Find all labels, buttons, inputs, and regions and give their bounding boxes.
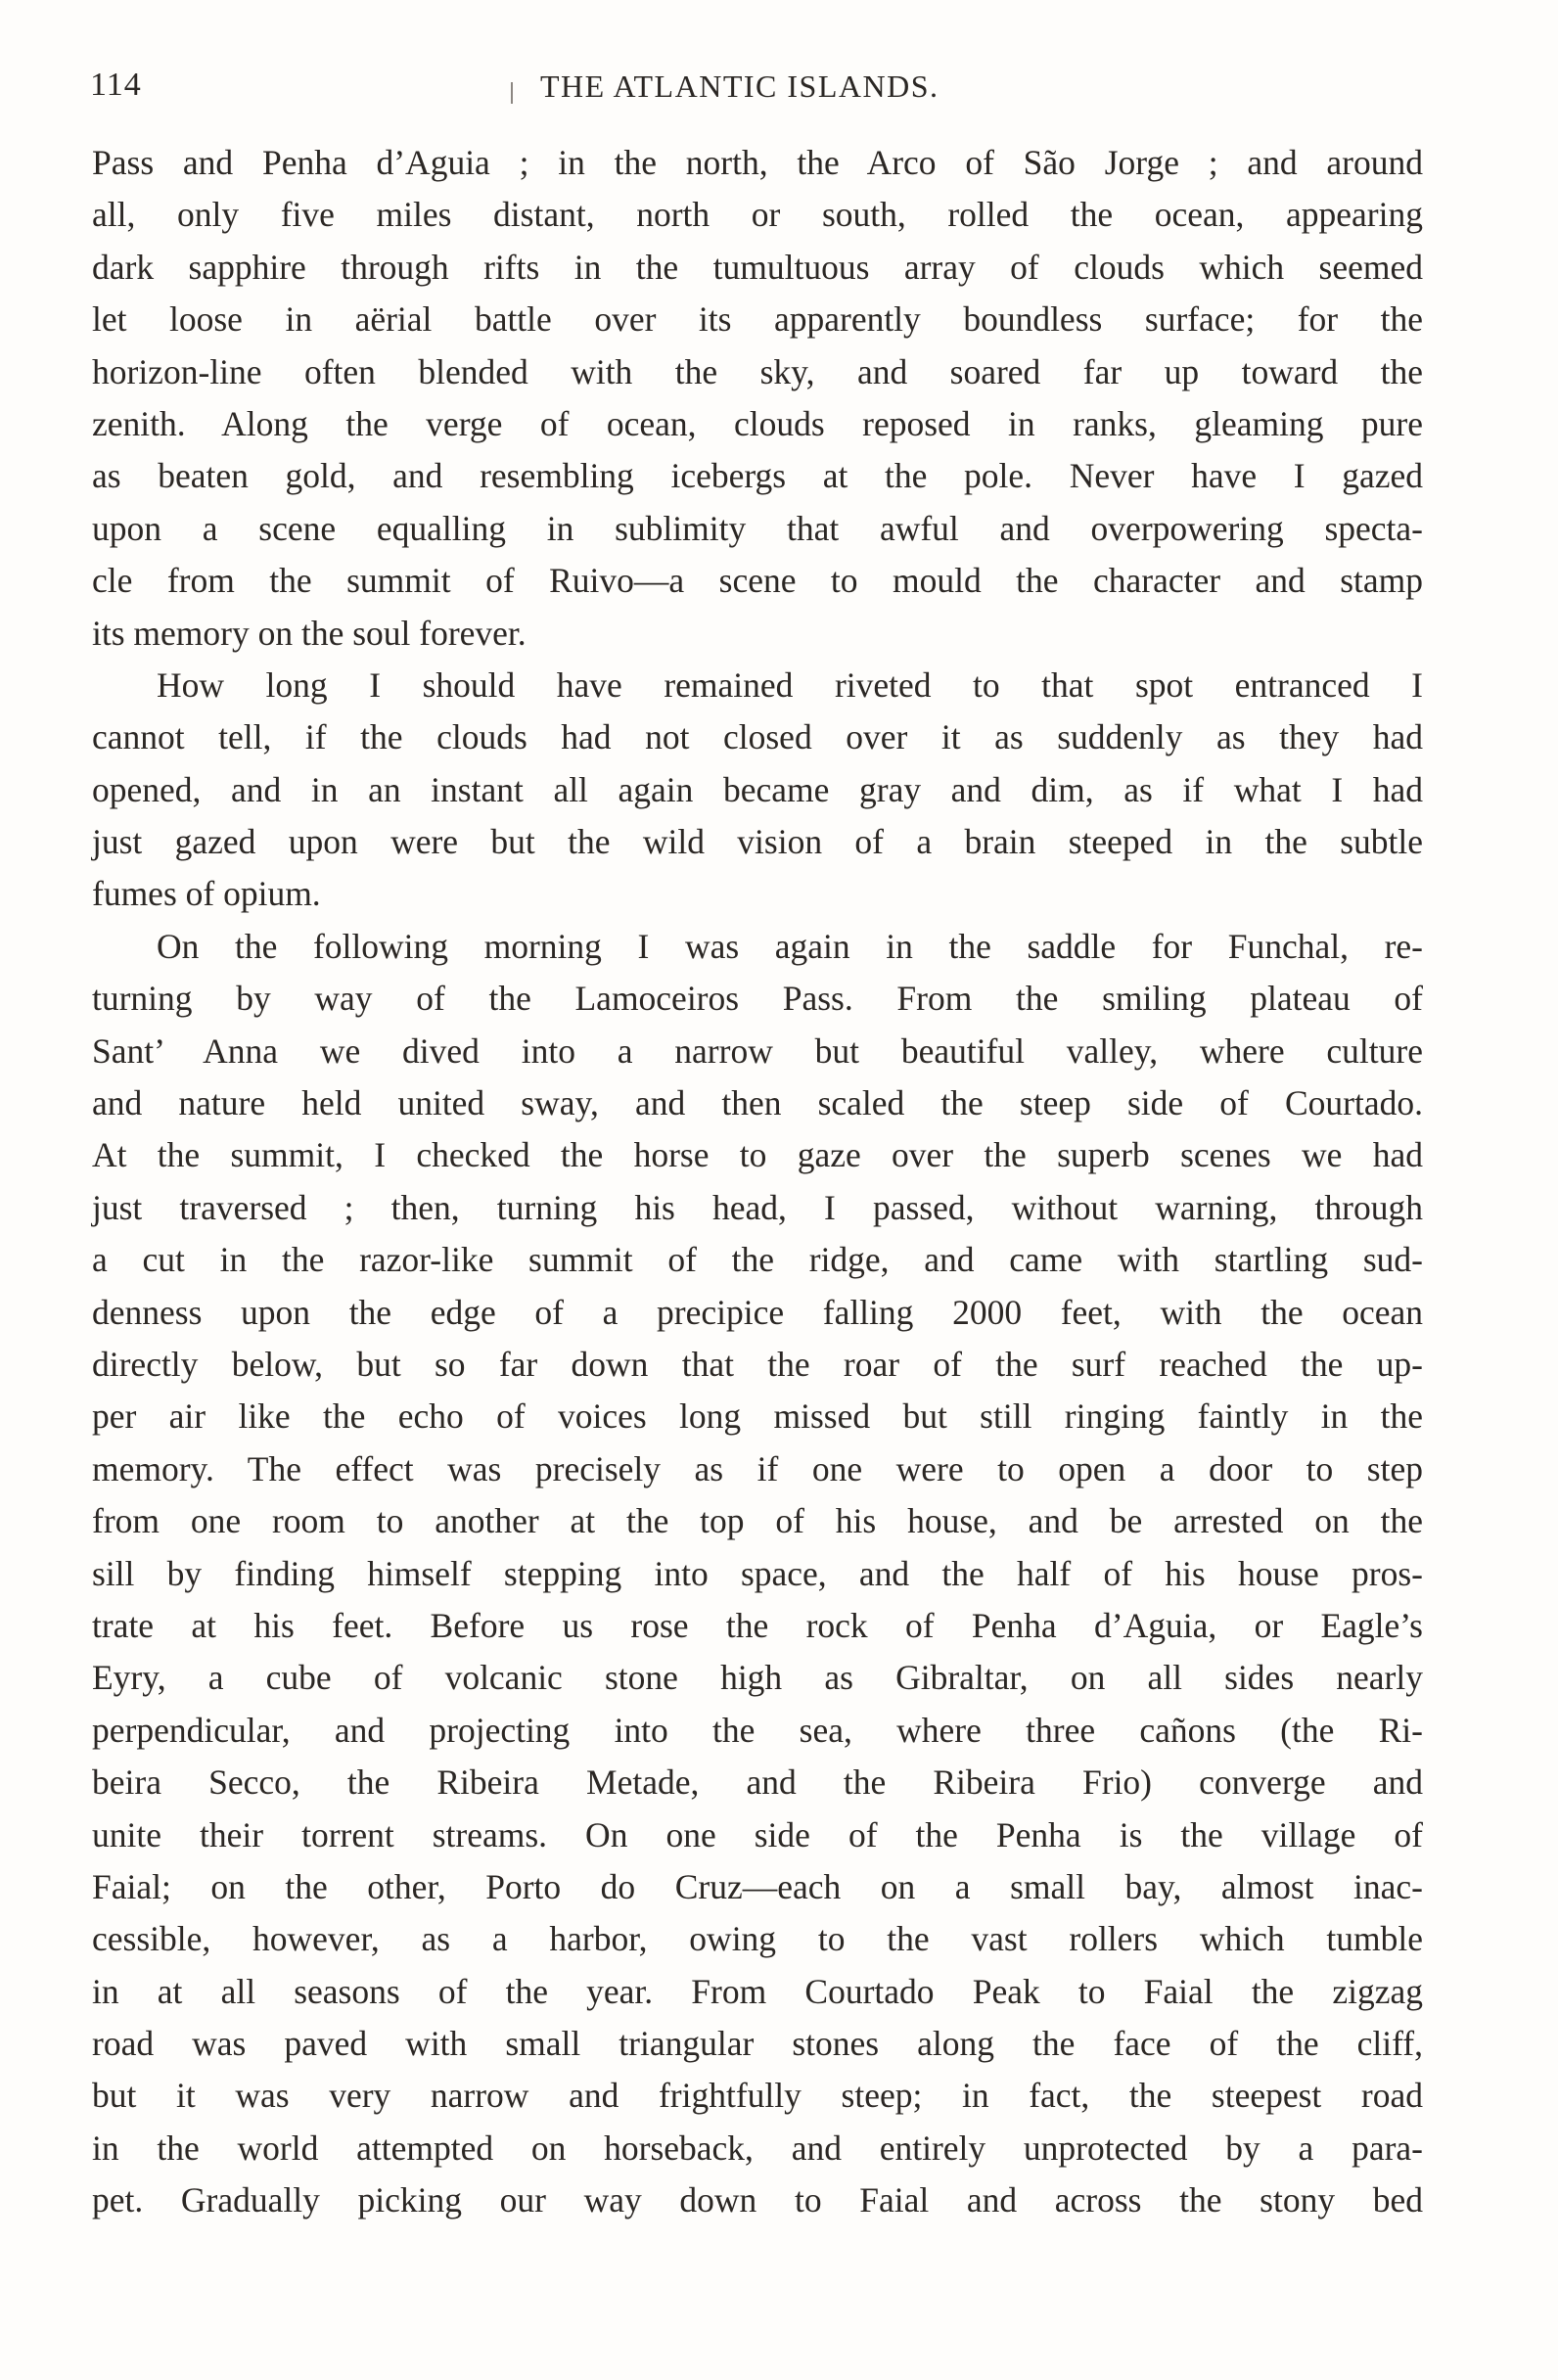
- text-line: Faial; on the other, Porto do Cruz—each on a small bay, almost inac-: [92, 1866, 1423, 1906]
- text-line: trate at his feet. Before us rose the rock of Penha d’Aguia, or Eagle’s: [92, 1605, 1423, 1645]
- text-line: dark sapphire through rifts in the tumultuous array of clouds which seemed: [92, 247, 1423, 287]
- paragraph-end-line: fumes of opium.: [92, 874, 321, 914]
- text-line: pet. Gradually picking our way down to Faial and across the stony bed: [92, 2180, 1423, 2220]
- text-line: and nature held united sway, and then scaled the steep side of Courtado.: [92, 1083, 1423, 1123]
- text-line: denness upon the edge of a precipice falling 2000 feet, with the ocean: [92, 1292, 1423, 1332]
- text-line: cessible, however, as a harbor, owing to the vast rollers which tumble: [92, 1919, 1423, 1959]
- text-line: just traversed ; then, turning his head, I passed, without warning, through: [92, 1187, 1423, 1227]
- page-number: 114: [90, 67, 142, 103]
- text-line: sill by finding himself stepping into space, and the half of his house pros-: [92, 1553, 1423, 1593]
- header-divider: [511, 82, 513, 104]
- text-line: upon a scene equalling in sublimity that awful and overpowering specta-: [92, 508, 1423, 548]
- text-line: road was paved with small triangular stones along the face of the cliff,: [92, 2024, 1423, 2064]
- text-line: unite their torrent streams. On one side of the Penha is the village of: [92, 1814, 1423, 1854]
- text-line: turning by way of the Lamoceiros Pass. From the smiling plateau of: [92, 979, 1423, 1019]
- text-line: in the world attempted on horseback, and entirely unprotected by a para-: [92, 2128, 1423, 2168]
- text-line: let loose in aërial battle over its apparently boundless surface; for the: [92, 299, 1423, 340]
- text-line: horizon-line often blended with the sky, and soared far up toward the: [92, 351, 1423, 391]
- text-line: memory. The effect was precisely as if one were to open a door to step: [92, 1448, 1423, 1488]
- text-line: cannot tell, if the clouds had not closed over it as suddenly as they had: [92, 717, 1423, 757]
- text-line: per air like the echo of voices long missed but still ringing faintly in the: [92, 1396, 1423, 1437]
- text-line: a cut in the razor-like summit of the ridge, and came with startling sud-: [92, 1240, 1423, 1280]
- text-line: perpendicular, and projecting into the sea, where three cañons (the Ri-: [92, 1710, 1423, 1750]
- text-line: as beaten gold, and resembling icebergs at the pole. Never have I gazed: [92, 456, 1423, 496]
- text-line: all, only five miles distant, north or south, rolled the ocean, appearing: [92, 195, 1423, 235]
- running-title: THE ATLANTIC ISLANDS.: [540, 69, 939, 104]
- text-line: beira Secco, the Ribeira Metade, and the Ribeira Frio) converge and: [92, 1762, 1423, 1803]
- text-line: but it was very narrow and frightfully steep; in fact, the steepest road: [92, 2076, 1423, 2116]
- text-line: zenith. Along the verge of ocean, clouds reposed in ranks, gleaming pure: [92, 403, 1423, 443]
- body-text: [92, 137, 1423, 2227]
- text-line: just gazed upon were but the wild vision of a brain steeped in the subtle: [92, 822, 1423, 862]
- text-line: Eyry, a cube of volcanic stone high as Gibraltar, on all sides nearly: [92, 1658, 1423, 1698]
- text-line: cle from the summit of Ruivo—a scene to mould the character and stamp: [92, 561, 1423, 601]
- paragraph-end-line: its memory on the soul forever.: [92, 613, 527, 653]
- paragraph-start-line: On the following morning I was again in the saddle for Funchal, re-: [157, 926, 1423, 966]
- text-line: directly below, but so far down that the roar of the surf reached the up-: [92, 1344, 1423, 1384]
- text-line: from one room to another at the top of his house, and be arrested on the: [92, 1501, 1423, 1541]
- text-line: opened, and in an instant all again became gray and dim, as if what I had: [92, 769, 1423, 809]
- text-line: Sant’ Anna we dived into a narrow but beautiful valley, where culture: [92, 1030, 1423, 1071]
- text-line: At the summit, I checked the horse to gaze over the superb scenes we had: [92, 1135, 1423, 1175]
- page-header: [90, 67, 1421, 117]
- text-line: Pass and Penha d’Aguia ; in the north, the Arco of São Jorge ; and around: [92, 143, 1423, 182]
- text-line: in at all seasons of the year. From Courtado Peak to Faial the zigzag: [92, 1971, 1423, 2011]
- paragraph-start-line: How long I should have remained riveted to that spot entranced I: [157, 664, 1423, 705]
